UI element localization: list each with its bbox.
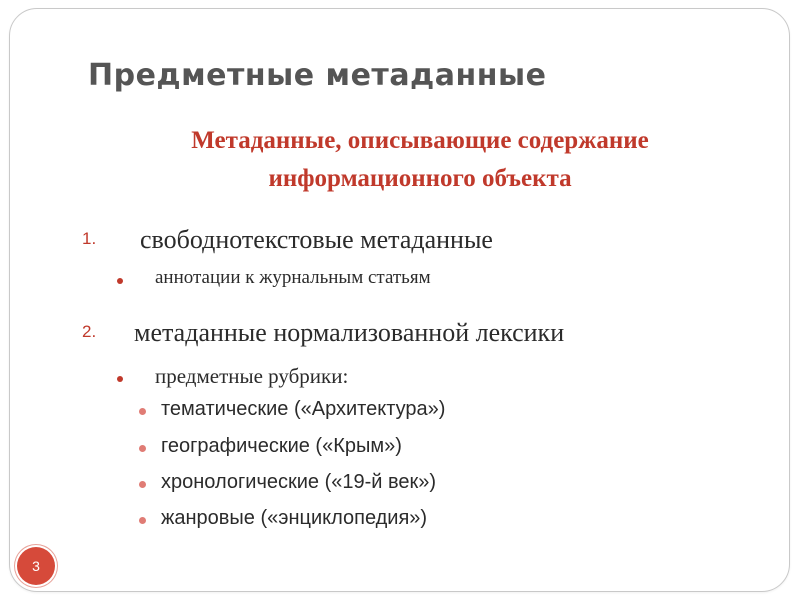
sub-bullet-dot-icon — [139, 408, 146, 415]
sub-bullet-text: географические («Крым») — [161, 435, 402, 457]
sub-bullet-dot-icon — [139, 481, 146, 488]
sub-bullet-dot-icon — [139, 517, 146, 524]
bullet-dot-icon — [117, 376, 123, 382]
sub-bullet-dot-icon — [139, 445, 146, 452]
page-number-badge: 3 — [17, 547, 55, 585]
slide-title: Предметные метаданные — [88, 58, 547, 93]
bullet-dot-icon — [117, 278, 123, 284]
item-text: метаданные нормализованной лексики — [134, 318, 565, 347]
item-text: свободнотекстовые метаданные — [140, 225, 493, 254]
bullet-text: предметные рубрики: — [155, 364, 349, 388]
item-number: 2. — [82, 322, 97, 341]
slide-frame — [9, 8, 790, 592]
sub-bullet-text: жанровые («энциклопедия») — [161, 507, 428, 529]
bullet-text: аннотации к журнальным статьям — [155, 267, 431, 288]
sub-bullet-text: тематические («Архитектура») — [161, 398, 446, 420]
slide-subtitle: Метаданные, описывающие содержание информационного объекта — [191, 127, 649, 192]
sub-bullet-text: хронологические («19-й век») — [161, 471, 437, 493]
item-number: 1. — [82, 229, 97, 248]
